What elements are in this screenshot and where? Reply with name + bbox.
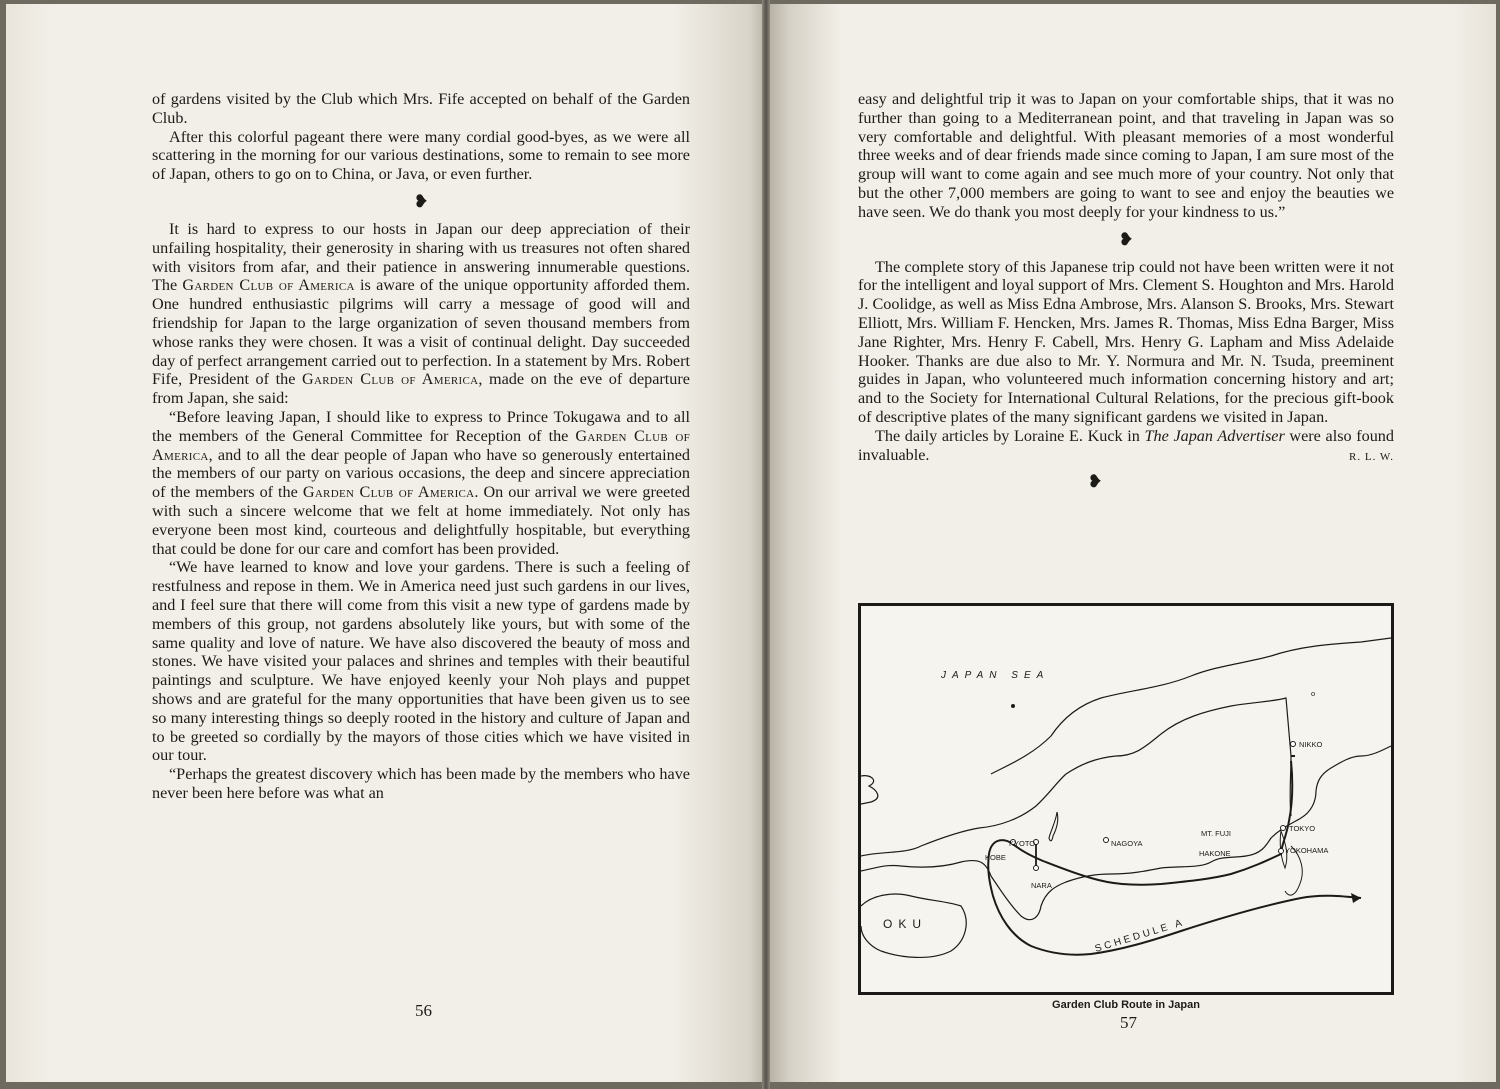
text-segment: , made on the eve of departure from Japan, she said: [152, 370, 690, 408]
map-caption: Garden Club Route in Japan [1052, 999, 1200, 1011]
map-label: YOKOHAMA [1285, 846, 1329, 855]
paragraph-continuation: of gardens visited by the Club which Mrs. Fife accepted on behalf of the Garden Club. [152, 90, 690, 127]
paragraph-quote-end: easy and delightful trip it was to Japan on your comfortable ships, that it was no further than going to a Mediterranean point, and that traveling in Japan was so very comfortable and delightful. With pleasant memories of a most wonderful three weeks and of dear friends made since coming to Japan, I am sure most of the group will want to come again and see much more of your country. Not only that but the other 7,000 members are going to want to see and enjoy the beauties we have seen. We do thank you most deeply for your kindness to us.” [858, 90, 1394, 221]
paragraph-quote-2: “We have learned to know and love your gardens. There is such a feeling of restfulness and repose in them. We in America need just such gardens in our lives, and I feel sure that there will come from this visit a new type of gardens made by members of this group, not gardens absolutely like yours, but with some of the same quality and love of nature. We have also discovered the beauty of moss and stones. We have visited your palaces and shrines and temples with their beautiful paintings and sculpture. We have enjoyed keenly your Noh plays and puppet shows and are grateful for the many opportunities that have been given us to see so many interesting things so deeply rooted in the history and culture of Japan and to be greeted so cordially by the mayors of those cities which we have visited in our tour. [152, 558, 690, 765]
ornament-icon: ❥ [1087, 472, 1103, 492]
map-label: OKU [883, 917, 928, 931]
paragraph-quote-1 [152, 408, 690, 558]
text-segment: , and to all the dear people of Japan who have so generously entertained the members of our party on various occasions, the deep and sincere appreciation of the members of the [152, 445, 690, 502]
text-segment: The daily articles by Loraine E. Kuck in [875, 426, 1145, 445]
newspaper-title: The Japan Advertiser [1144, 426, 1285, 445]
author-initials: R. L. W. [1349, 450, 1394, 463]
map-label: o [1311, 689, 1316, 698]
right-page-text [858, 90, 1394, 500]
map-label: NIKKO [1299, 740, 1323, 749]
gca-name: Garden Club of America [152, 426, 691, 464]
map-label: SCHEDULE A [1093, 917, 1187, 955]
paragraph-farewell: After this colorful pageant there were many cordial good-byes, as we were all scattering in the morning for our various destinations, some to remain to see more of Japan, others to go on to China, or Java, or even further. [152, 127, 690, 184]
map-label: NAGOYA [1111, 839, 1143, 848]
paragraph-articles [858, 427, 1394, 465]
page-number-right: 57 [1120, 1013, 1137, 1032]
map-label: NARA [1031, 881, 1052, 890]
page-number-left: 56 [415, 1001, 432, 1020]
map-label: JAPAN SEA [941, 670, 1050, 681]
ornament-icon: ❥ [413, 191, 429, 211]
text-segment: were also found invaluable. [858, 426, 1394, 464]
book-gutter [762, 0, 770, 1089]
ornament-icon: ❥ [1118, 229, 1134, 249]
gca-name: Garden Club of America [302, 483, 475, 502]
paragraph-acknowledgements: The complete story of this Japanese trip could not have been written were it not for the intelligent and loyal support of Mrs. Clement S. Houghton and Mrs. Harold J. Coolidge, as well as Miss Edna Ambrose, Mrs. Alanson S. Brooks, Mrs. Stewart Elliott, Mrs. William F. Hencken, Mrs. James R. Thomas, Miss Edna Barger, Miss Jane Righter, Mrs. Henry F. Cabell, Mrs. Henry G. Lapham and Miss Adelaide Hooker. Thanks are due also to Mr. Y. Normura and Mr. N. Tsuda, preeminent guides in Japan, who volunteered much information concerning history and art; and to the Society for International Cultural Relations, for the precious gift-book of descriptive plates of the many significant gardens we visited in Japan. [858, 257, 1394, 426]
map-illustration [861, 606, 1391, 992]
route-map [858, 603, 1394, 995]
map-label: TOKYO [1289, 824, 1316, 833]
map-label: KYOTO [1009, 839, 1036, 848]
map-label: HAKONE [1199, 849, 1231, 858]
text-segment: It is hard to express to our hosts in Japan our deep appreciation of their unfailing hospitality, their generosity in sharing with us treasures not often shared with visitors from afar, and their patience in answering innumerable questions. The [152, 219, 690, 295]
text-segment: “Before leaving Japan, I should like to express to Prince Tokugawa and to all the members of the General Committee for Reception of the [152, 407, 690, 445]
text-segment: is aware of the unique opportunity afforded them. One hundred enthusiastic pilgrims will carry a message of good will and friendship for Japan to the large organization of seven thousand members from whose ranks they were chosen. It was a visit of continual delight. Day succeeded day of perfect arrangement carried out to perfection. In a statement by Mrs. Robert Fife, President of the [152, 276, 690, 389]
map-label: MT. FUJI [1201, 829, 1231, 838]
gca-name: Garden Club of America [182, 276, 355, 295]
paragraph-appreciation [152, 220, 690, 408]
map-label: KOBE [985, 853, 1006, 862]
text-segment: . On our arrival we were greeted with such a sincere welcome that we felt at home immediately. Not only has everyone been most kind, courteous and delightfully hospitable, but everything that could be done for our care and comfort has been provided. [152, 483, 690, 558]
gca-name: Garden Club of America [301, 370, 479, 389]
left-page-text [152, 90, 690, 803]
paragraph-quote-3: “Perhaps the greatest discovery which has been made by the members who have never been here before was what an [152, 765, 690, 802]
